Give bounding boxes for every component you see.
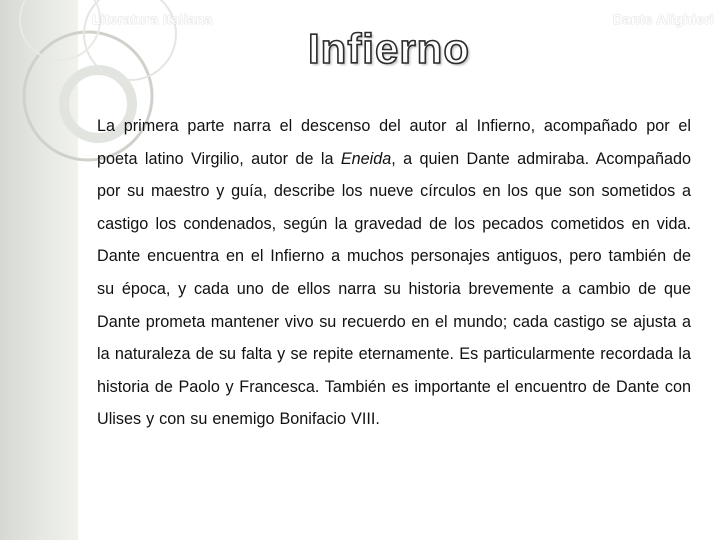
book-title-eneida: Eneida	[340, 149, 392, 168]
author-label: Dante Alighieri	[612, 11, 714, 27]
body-text-part-2: , a quien Dante admiraba. Acompañado por su maestro y guía, describe los nueve círculos en los que son sometidos a castigo los condenados, según la gravedad de los pecados cometidos en vida. Dante encuentra en el Infierno a muchos personajes antiguos, pero también de su época, y cada uno de ellos narra su historia brevemente a cambio de que Dante prometa mantener vivo su recuerdo en el mundo; cada castigo se ajusta a la naturaleza de su falta y se repite eternamente. Es particularmente recordada la historia de Paolo y Francesca. También es importante el encuentro de Dante con Ulises y con su enemigo Bonifacio VIII.	[97, 149, 691, 429]
body-text-part-1: La primera parte narra el descenso del autor al Infierno, acompañado por el poeta latino Virgilio, autor de la	[97, 117, 691, 168]
body-paragraph	[97, 110, 691, 436]
slide-title: Infierno	[308, 25, 470, 72]
course-label: Literatura Italiana	[92, 11, 213, 27]
